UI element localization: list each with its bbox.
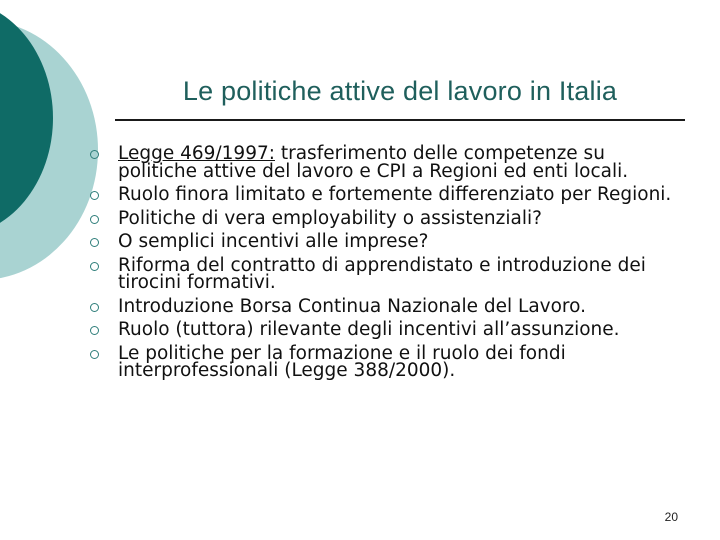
bullet-item-apprendistato bbox=[86, 254, 686, 293]
bullet-circle-icon bbox=[90, 326, 99, 335]
bullet-item-employability bbox=[86, 207, 686, 229]
bullet-text: Introduzione Borsa Continua Nazionale del Lavoro. bbox=[118, 295, 587, 317]
bullet-circle-icon bbox=[90, 262, 99, 271]
bullet-text: trasferimento delle competenze su politiche attive del lavoro e CPI a Regioni ed enti locali. bbox=[118, 143, 629, 182]
bullet-item-borsa-lavoro bbox=[86, 295, 686, 317]
bullet-item-ruolo-finora bbox=[86, 186, 686, 204]
bullet-item-law-469 bbox=[86, 145, 686, 180]
bullet-text: Ruolo finora limitato e fortemente differenziato per Regioni. bbox=[118, 184, 672, 205]
title-underline bbox=[115, 119, 685, 121]
bullet-circle-icon bbox=[90, 303, 99, 312]
bullet-circle-icon bbox=[90, 350, 99, 359]
bullet-item-formazione bbox=[86, 342, 686, 381]
bullet-text: Riforma del contratto di apprendistato e introduzione dei tirocini formativi. bbox=[118, 254, 646, 293]
bullet-circle-icon bbox=[90, 238, 99, 247]
bullet-item-incentivi bbox=[86, 233, 686, 251]
bullet-list bbox=[86, 145, 686, 380]
bullet-circle-icon bbox=[90, 191, 99, 200]
slide-title: Le politiche attive del lavoro in Italia bbox=[182, 76, 618, 106]
bullet-text: O semplici incentivi alle imprese? bbox=[118, 231, 429, 252]
page-number: 20 bbox=[664, 510, 678, 524]
bullet-circle-icon bbox=[90, 215, 99, 224]
bullet-text: Le politiche per la formazione e il ruolo dei fondi interprofessionali (Legge 388/2000). bbox=[118, 342, 566, 381]
law-reference: Legge 469/1997: bbox=[118, 143, 275, 164]
bullet-text: Politiche di vera employability o assistenziali? bbox=[118, 207, 542, 229]
bullet-circle-icon bbox=[90, 150, 99, 159]
bullet-text: Ruolo (tuttora) rilevante degli incentivi all’assunzione. bbox=[118, 319, 620, 340]
bullet-item-incentivi-assunzione bbox=[86, 321, 686, 339]
